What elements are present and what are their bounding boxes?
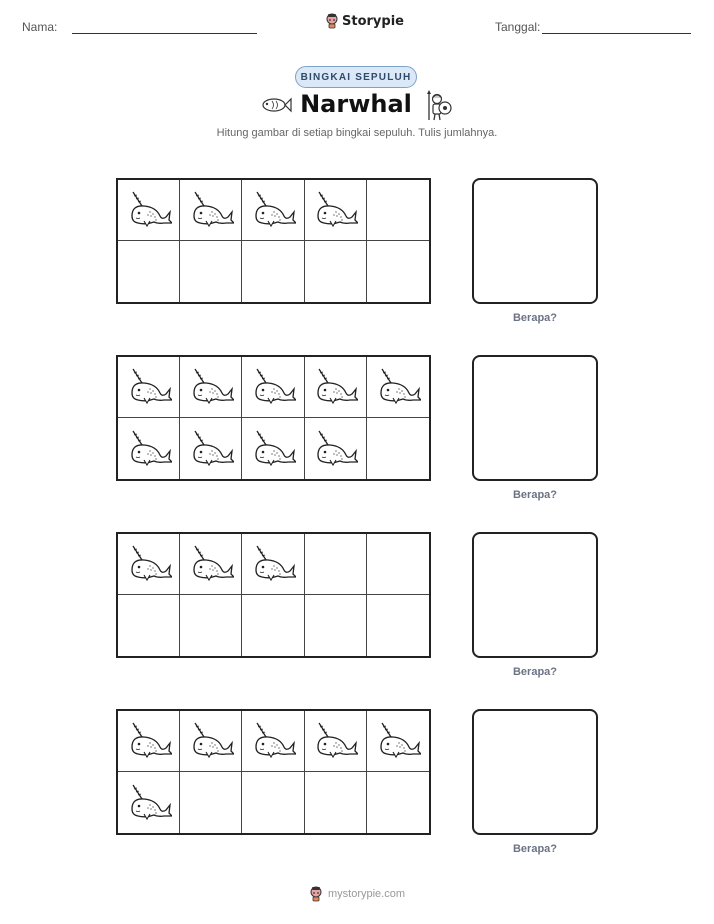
ten-frame-cell [242,711,304,772]
ten-frame [116,355,431,481]
instructions: Hitung gambar di setiap bingkai sepuluh. Tulis jumlahnya. [216,127,498,139]
ten-frame-cell [180,534,242,595]
mascot-icon [309,886,323,902]
ten-frame-cell [118,772,180,833]
ten-frame-cell [118,595,180,656]
ten-frame-cell [242,241,304,302]
ten-frame-cell [180,357,242,418]
answer-box[interactable] [472,532,598,658]
ten-frame-cell [367,711,429,772]
ten-frame-cell [367,772,429,833]
date-label: Tanggal: [495,20,541,34]
date-write-line[interactable] [542,33,691,34]
ten-frame [116,709,431,835]
ten-frame-cell [305,711,367,772]
mascot-icon [325,13,339,29]
ten-frame-cell [367,534,429,595]
ten-frame-cell [305,180,367,241]
narwhal-icon [250,429,296,469]
narwhal-icon [126,544,172,584]
narwhal-icon [312,429,358,469]
ten-frame-cell [242,418,304,479]
ten-frame-cell [242,772,304,833]
ten-frame-cell [180,772,242,833]
ten-frame-cell [118,357,180,418]
narwhal-icon [188,544,234,584]
answer-box[interactable] [472,709,598,835]
name-write-line[interactable] [72,33,257,34]
narwhal-icon [126,783,172,823]
ten-frame-cell [242,357,304,418]
ten-frame [116,532,431,658]
ten-frame-cell [118,418,180,479]
ten-frame-cell [180,418,242,479]
narwhal-icon [250,367,296,407]
ten-frame-cell [118,180,180,241]
ten-frame-cell [180,595,242,656]
narwhal-icon [250,721,296,761]
ten-frame-cell [180,241,242,302]
narwhal-icon [250,190,296,230]
answer-box[interactable] [472,178,598,304]
narwhal-icon [188,367,234,407]
worksheet-type-badge: BINGKAI SEPULUH [295,66,417,88]
fish-icon [258,96,292,114]
narwhal-icon [312,721,358,761]
ten-frame-cell [367,180,429,241]
ten-frame-cell [180,711,242,772]
ten-frame-cell [118,711,180,772]
question-label: Berapa? [512,666,558,678]
brand-logo [325,13,404,29]
narwhal-icon [188,721,234,761]
narwhal-icon [188,429,234,469]
ten-frame-cell [118,241,180,302]
question-label: Berapa? [512,312,558,324]
ten-frame-cell [305,357,367,418]
narwhal-icon [188,190,234,230]
ten-frame-cell [367,418,429,479]
ten-frame-cell [305,772,367,833]
question-label: Berapa? [512,489,558,501]
ten-frame-cell [367,357,429,418]
footer [0,886,714,902]
question-label: Berapa? [512,843,558,855]
footer-url: mystorypie.com [327,888,406,900]
narwhal-icon [126,190,172,230]
ten-frame [116,178,431,304]
ten-frame-cell [367,595,429,656]
narwhal-icon [126,429,172,469]
narwhal-icon [250,544,296,584]
narwhal-icon [312,190,358,230]
ten-frame-cell [118,534,180,595]
ten-frame-cell [242,180,304,241]
worksheet-title: Narwhal [300,90,412,118]
name-label: Nama: [22,20,58,34]
ten-frame-cell [367,241,429,302]
brand-name: Storypie [342,13,404,29]
ten-frame-cell [305,534,367,595]
narwhal-icon [126,367,172,407]
ten-frame-cell [242,595,304,656]
answer-box[interactable] [472,355,598,481]
ten-frame-cell [242,534,304,595]
ten-frame-cell [180,180,242,241]
narwhal-icon [312,367,358,407]
narwhal-icon [126,721,172,761]
ten-frame-cell [305,418,367,479]
narwhal-icon [375,367,421,407]
ten-frame-cell [305,595,367,656]
viking-character-icon [424,90,452,122]
ten-frame-cell [305,241,367,302]
narwhal-icon [375,721,421,761]
